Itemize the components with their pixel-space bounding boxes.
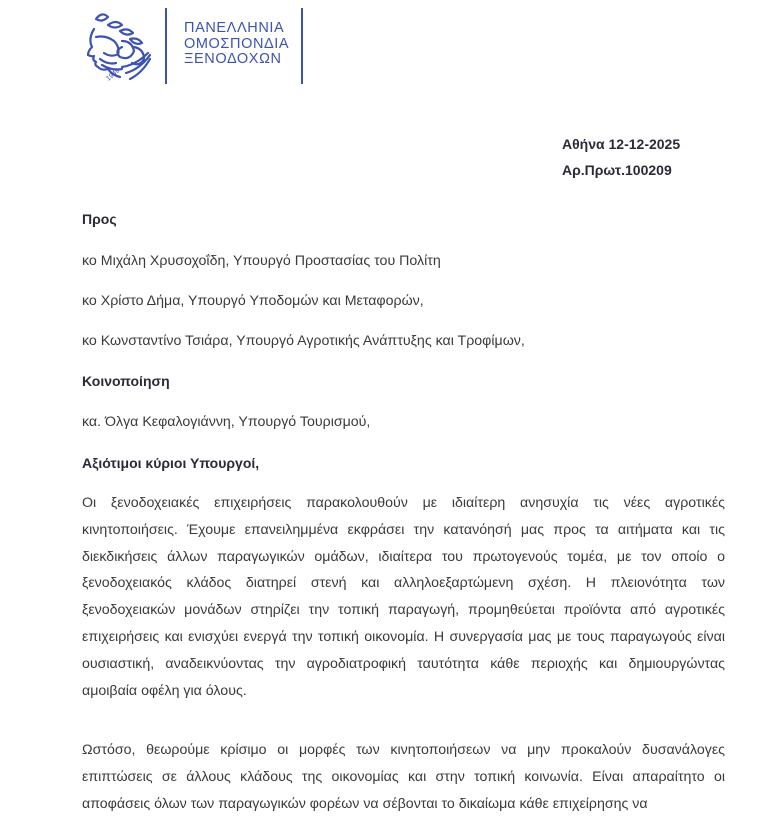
letter-meta [562,131,680,183]
emblem-year: 1949 [105,67,122,83]
recipients-heading: Προς [82,211,117,227]
letterhead-divider [301,8,303,84]
organization-name-line: ΟΜΟΣΠΟΝΔΙΑ [184,35,290,52]
protocol-number: Αρ.Πρωτ.100209 [562,162,672,178]
federation-emblem-icon [82,7,160,87]
letter-date: Αθήνα 12-12-2025 [562,136,681,152]
body-paragraph: Οι ξενοδοχειακές επιχειρήσεις παρακολουθούν με ιδιαίτερη ανησυχία τις νέες αγροτικές κινητοποιήσεις. Έχουμε επανειλημμένα εκφράσει την κατανόησή μας προς τα αιτήματα και τις διεκδικήσεις άλλων παραγωγικών ομάδων, ιδιαίτερα του πρωτογενούς τομέα, με τον οποίο ο ξενοδοχειακός κλάδος διατηρεί στενή και αλληλοεξαρτώμενη σχέση. Η πλειονότητα των ξενοδοχειακών μονάδων στηρίζει την τοπική παραγωγή, προμηθεύεται προϊόντα από αγροτικές επιχειρήσεις και ενισχύει ενεργά την τοπική οικονομία. Η συνεργασία μας με τους παραγωγούς είναι ουσιαστική, αναδεικνύοντας την αγροδιατροφική ταυτότητα κάθε περιοχής και δημιουργώντας αμοιβαία οφέλη για όλους. [82,495,725,699]
salutation: Αξιότιμοι κύριοι Υπουργοί, [82,455,260,471]
organization-name-line: ΠΑΝΕΛΛΗΝΙΑ [184,20,285,36]
recipient-line: κο Κωνσταντίνο Τσιάρα, Υπουργό Αγροτικής Ανάπτυξης και Τροφίμων, [82,333,525,349]
organization-name [184,21,289,68]
letterhead [82,6,160,88]
cc-heading: Κοινοποίηση [82,373,170,389]
cc-line: κα. Όλγα Κεφαλογιάννη, Υπουργό Τουρισμού, [82,414,371,430]
letterhead-divider [165,8,167,84]
body-paragraph: Ωστόσο, θεωρούμε κρίσιμο οι μορφές των κινητοποιήσεων να μην προκαλούν δυσανάλογες επιπτώσεις σε άλλους κλάδους της οικονομίας και στην τοπική κοινωνία. Είναι απαραίτητο οι αποφάσεις όλων των παραγωγικών φορέων να σέβονται το δικαίωμα κάθε επιχείρησης να [82,742,725,812]
organization-name-line: ΞΕΝΟΔΟΧΩΝ [184,51,282,67]
recipient-line: κο Μιχάλη Χρυσοχοΐδη, Υπουργό Προστασίας του Πολίτη [82,253,441,269]
recipient-line: κο Χρίστο Δήμα, Υπουργό Υποδομών και Μεταφορών, [82,293,424,309]
